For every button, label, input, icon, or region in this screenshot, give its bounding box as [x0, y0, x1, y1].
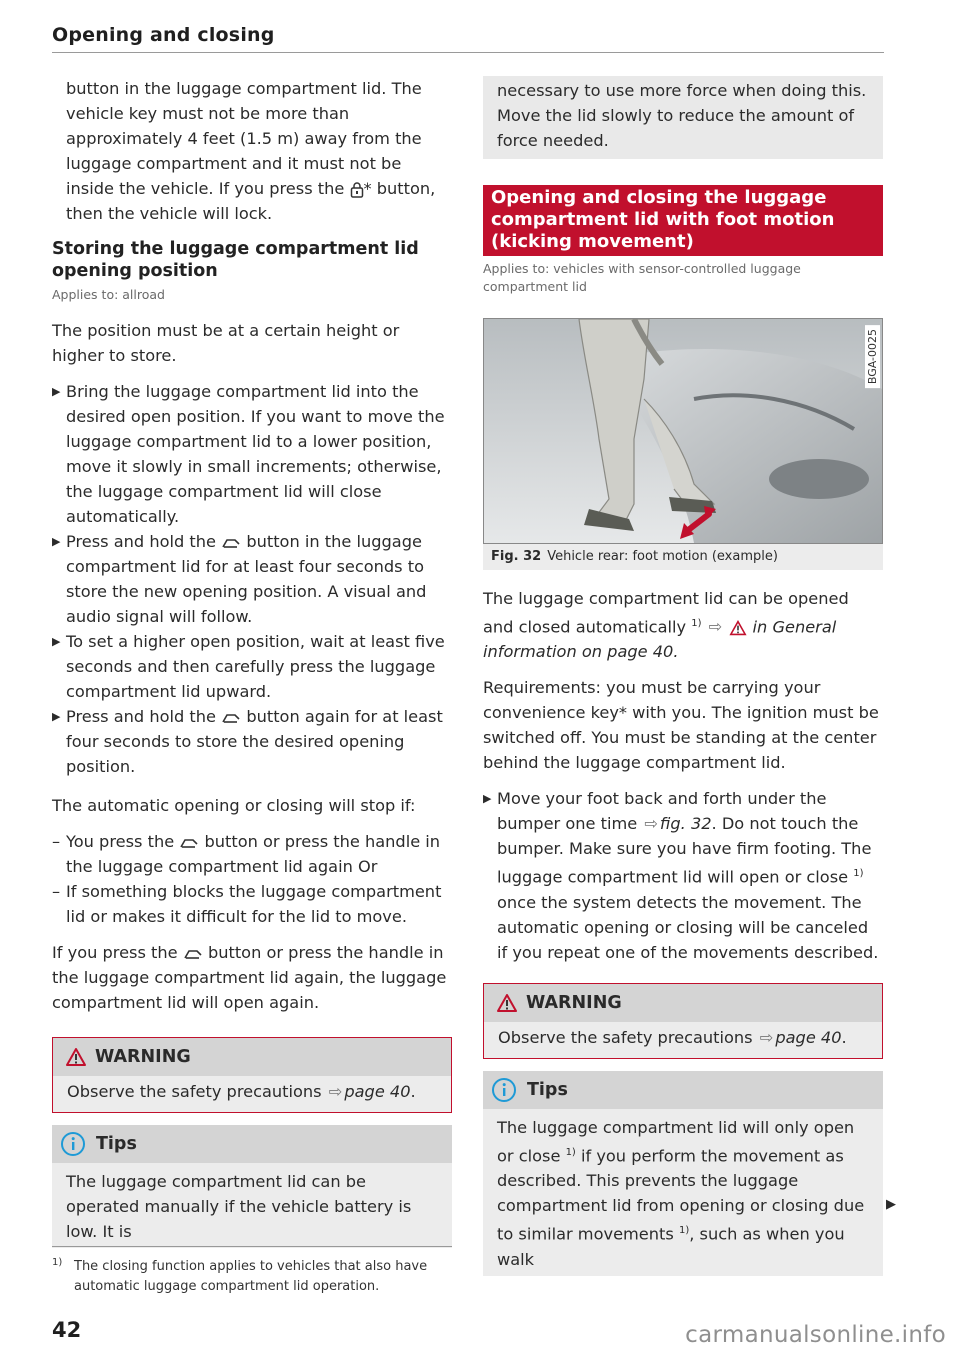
warning-header: [484, 984, 882, 1022]
step-bullet-icon: ▶: [483, 792, 492, 806]
trunk-button-icon: [221, 537, 241, 549]
applies-to-kick: Applies to: vehicles with sensor-controlled luggage compartment lid: [483, 261, 801, 294]
figure-code: BGA-0025: [865, 325, 880, 388]
lock-key-icon: [350, 182, 364, 198]
tips-box: [52, 1125, 452, 1248]
trunk-button-icon: [183, 948, 203, 960]
figure-label: Fig. 32: [491, 549, 542, 564]
dash-item: – If something blocks the luggage compartment lid or makes it difficult for the lid to move.: [52, 882, 442, 926]
section-heading-storing: Storing the luggage compartment lid opening position: [52, 239, 419, 281]
warning-triangle-icon: [65, 1047, 87, 1067]
tips-continuation-box: necessary to use more force when doing this. Move the lid slowly to reduce the amount of force needed.: [483, 76, 883, 159]
left-column: [52, 76, 452, 1248]
tips-title: Tips: [527, 1079, 568, 1100]
page-reference-link[interactable]: page 40: [775, 1027, 842, 1047]
figure-reference-link[interactable]: fig. 32: [659, 814, 712, 834]
right-column: [483, 76, 883, 1276]
figure-vehicle-rear: [483, 318, 883, 544]
continue-arrow-icon: ▶: [886, 1197, 896, 1212]
figure-caption: Fig. 32 Vehicle rear: foot motion (example): [483, 544, 883, 570]
warning-box: [52, 1037, 452, 1113]
trunk-button-icon: [221, 712, 241, 724]
general-info-link[interactable]: in General information on page 40.: [483, 617, 837, 662]
requirements-paragraph: Requirements: you must be carrying your convenience key* with you. The ignition must be switched off. You must be standing at the center behind the luggage compartment lid.: [483, 678, 879, 773]
footnote: [52, 1257, 452, 1297]
arrow-ref-icon: ⇨: [759, 1027, 774, 1047]
warning-body: Observe the safety precautions ⇨ page 40.: [53, 1076, 451, 1112]
header-title: Opening and closing: [52, 24, 275, 46]
warning-title: WARNING: [95, 1047, 191, 1067]
info-icon: [60, 1131, 86, 1157]
intro-paragraph: button in the luggage compartment lid. The vehicle key must not be more than approximately 4 feet (1.5 m) away from the luggage compartment and it must not be inside the vehicle. If you press the * button, then the vehicle will lock.: [66, 79, 436, 223]
step-item: ▶ Move your foot back and forth under the bumper one time ⇨ fig. 32. Do not touch the bumper. Make sure you have firm footing. The luggage compartment lid will open or close $^{1)}$ once the system detects the movement. The automatic opening or closing will be canceled if you repeat one of the movements described.: [483, 786, 883, 964]
step-bullet-icon: ▶: [52, 635, 61, 648]
step-bullet-icon: ▶: [52, 535, 61, 548]
warning-header: [53, 1038, 451, 1076]
info-icon: [491, 1077, 517, 1103]
step-item: ▶ Bring the luggage compartment lid into the desired open position. If you want to move the luggage compartment lid to a lower position, move it slowly in small increments; otherwise, the luggage compartment lid will close automatically.: [52, 379, 452, 529]
tips-header: [52, 1125, 452, 1163]
tips-title: Tips: [96, 1134, 137, 1154]
applies-to-storing: Applies to: allroad: [52, 287, 165, 302]
tips-box: [483, 1071, 883, 1276]
warning-title: WARNING: [526, 992, 622, 1013]
watermark: carmanualsonline.info: [685, 1322, 946, 1348]
section-heading-kick: Opening and closing the luggage compartment lid with foot motion (kicking movement): [483, 185, 883, 256]
warning-box: [483, 983, 883, 1059]
footnote-text: The closing function applies to vehicles that also have automatic luggage compartment lid operation.: [74, 1259, 428, 1294]
arrow-ref-icon: ⇨: [708, 617, 723, 637]
page-reference-link[interactable]: page 40: [344, 1082, 411, 1101]
footnote-mark: 1): [52, 1257, 63, 1268]
open-again-paragraph: If you press the button or press the handle in the luggage compartment lid again, the luggage compartment lid will open again.: [52, 943, 447, 1012]
position-paragraph: The position must be at a certain height or higher to store.: [52, 321, 400, 365]
stop-paragraph: The automatic opening or closing will stop if:: [52, 796, 416, 815]
tips-header: [483, 1071, 883, 1109]
step-bullet-icon: ▶: [52, 385, 61, 398]
step-bullet-icon: ▶: [52, 710, 61, 723]
page-header: [52, 24, 884, 53]
warning-triangle-icon: [496, 993, 518, 1013]
warning-triangle-icon: [729, 620, 747, 636]
page-number: 42: [52, 1318, 82, 1342]
dash-item: – You press the button or press the handle in the luggage compartment lid again Or: [52, 832, 441, 876]
step-item: ▶ Press and hold the button again for at least four seconds to store the desired opening position.: [52, 704, 452, 779]
trunk-button-icon: [179, 837, 199, 849]
warning-body: Observe the safety precautions ⇨ page 40.: [484, 1022, 882, 1058]
step-item: ▶ To set a higher open position, wait at least five seconds and then carefully press the luggage compartment lid upward.: [52, 629, 452, 704]
footnote-divider: [52, 1246, 452, 1247]
vehicle-rear-illustration: [484, 319, 882, 543]
arrow-ref-icon: ⇨: [328, 1082, 343, 1101]
tips-body: The luggage compartment lid will only open or close $^{1)}$ if you perform the movement as described. This prevents the luggage compartment lid from opening or closing due to similar movements $^{1)}$, such as when you walk: [483, 1109, 883, 1276]
arrow-ref-icon: ⇨: [644, 814, 658, 834]
tips-body: The luggage compartment lid can be operated manually if the vehicle battery is low. It is: [52, 1163, 452, 1248]
step-item: ▶ Press and hold the button in the luggage compartment lid for at least four seconds to store the new opening position. A visual and audio signal will follow.: [52, 529, 452, 629]
auto-paragraph: The luggage compartment lid can be opened and closed automatically $^{1)}$ ⇨ in General information on page 40.: [483, 589, 849, 662]
